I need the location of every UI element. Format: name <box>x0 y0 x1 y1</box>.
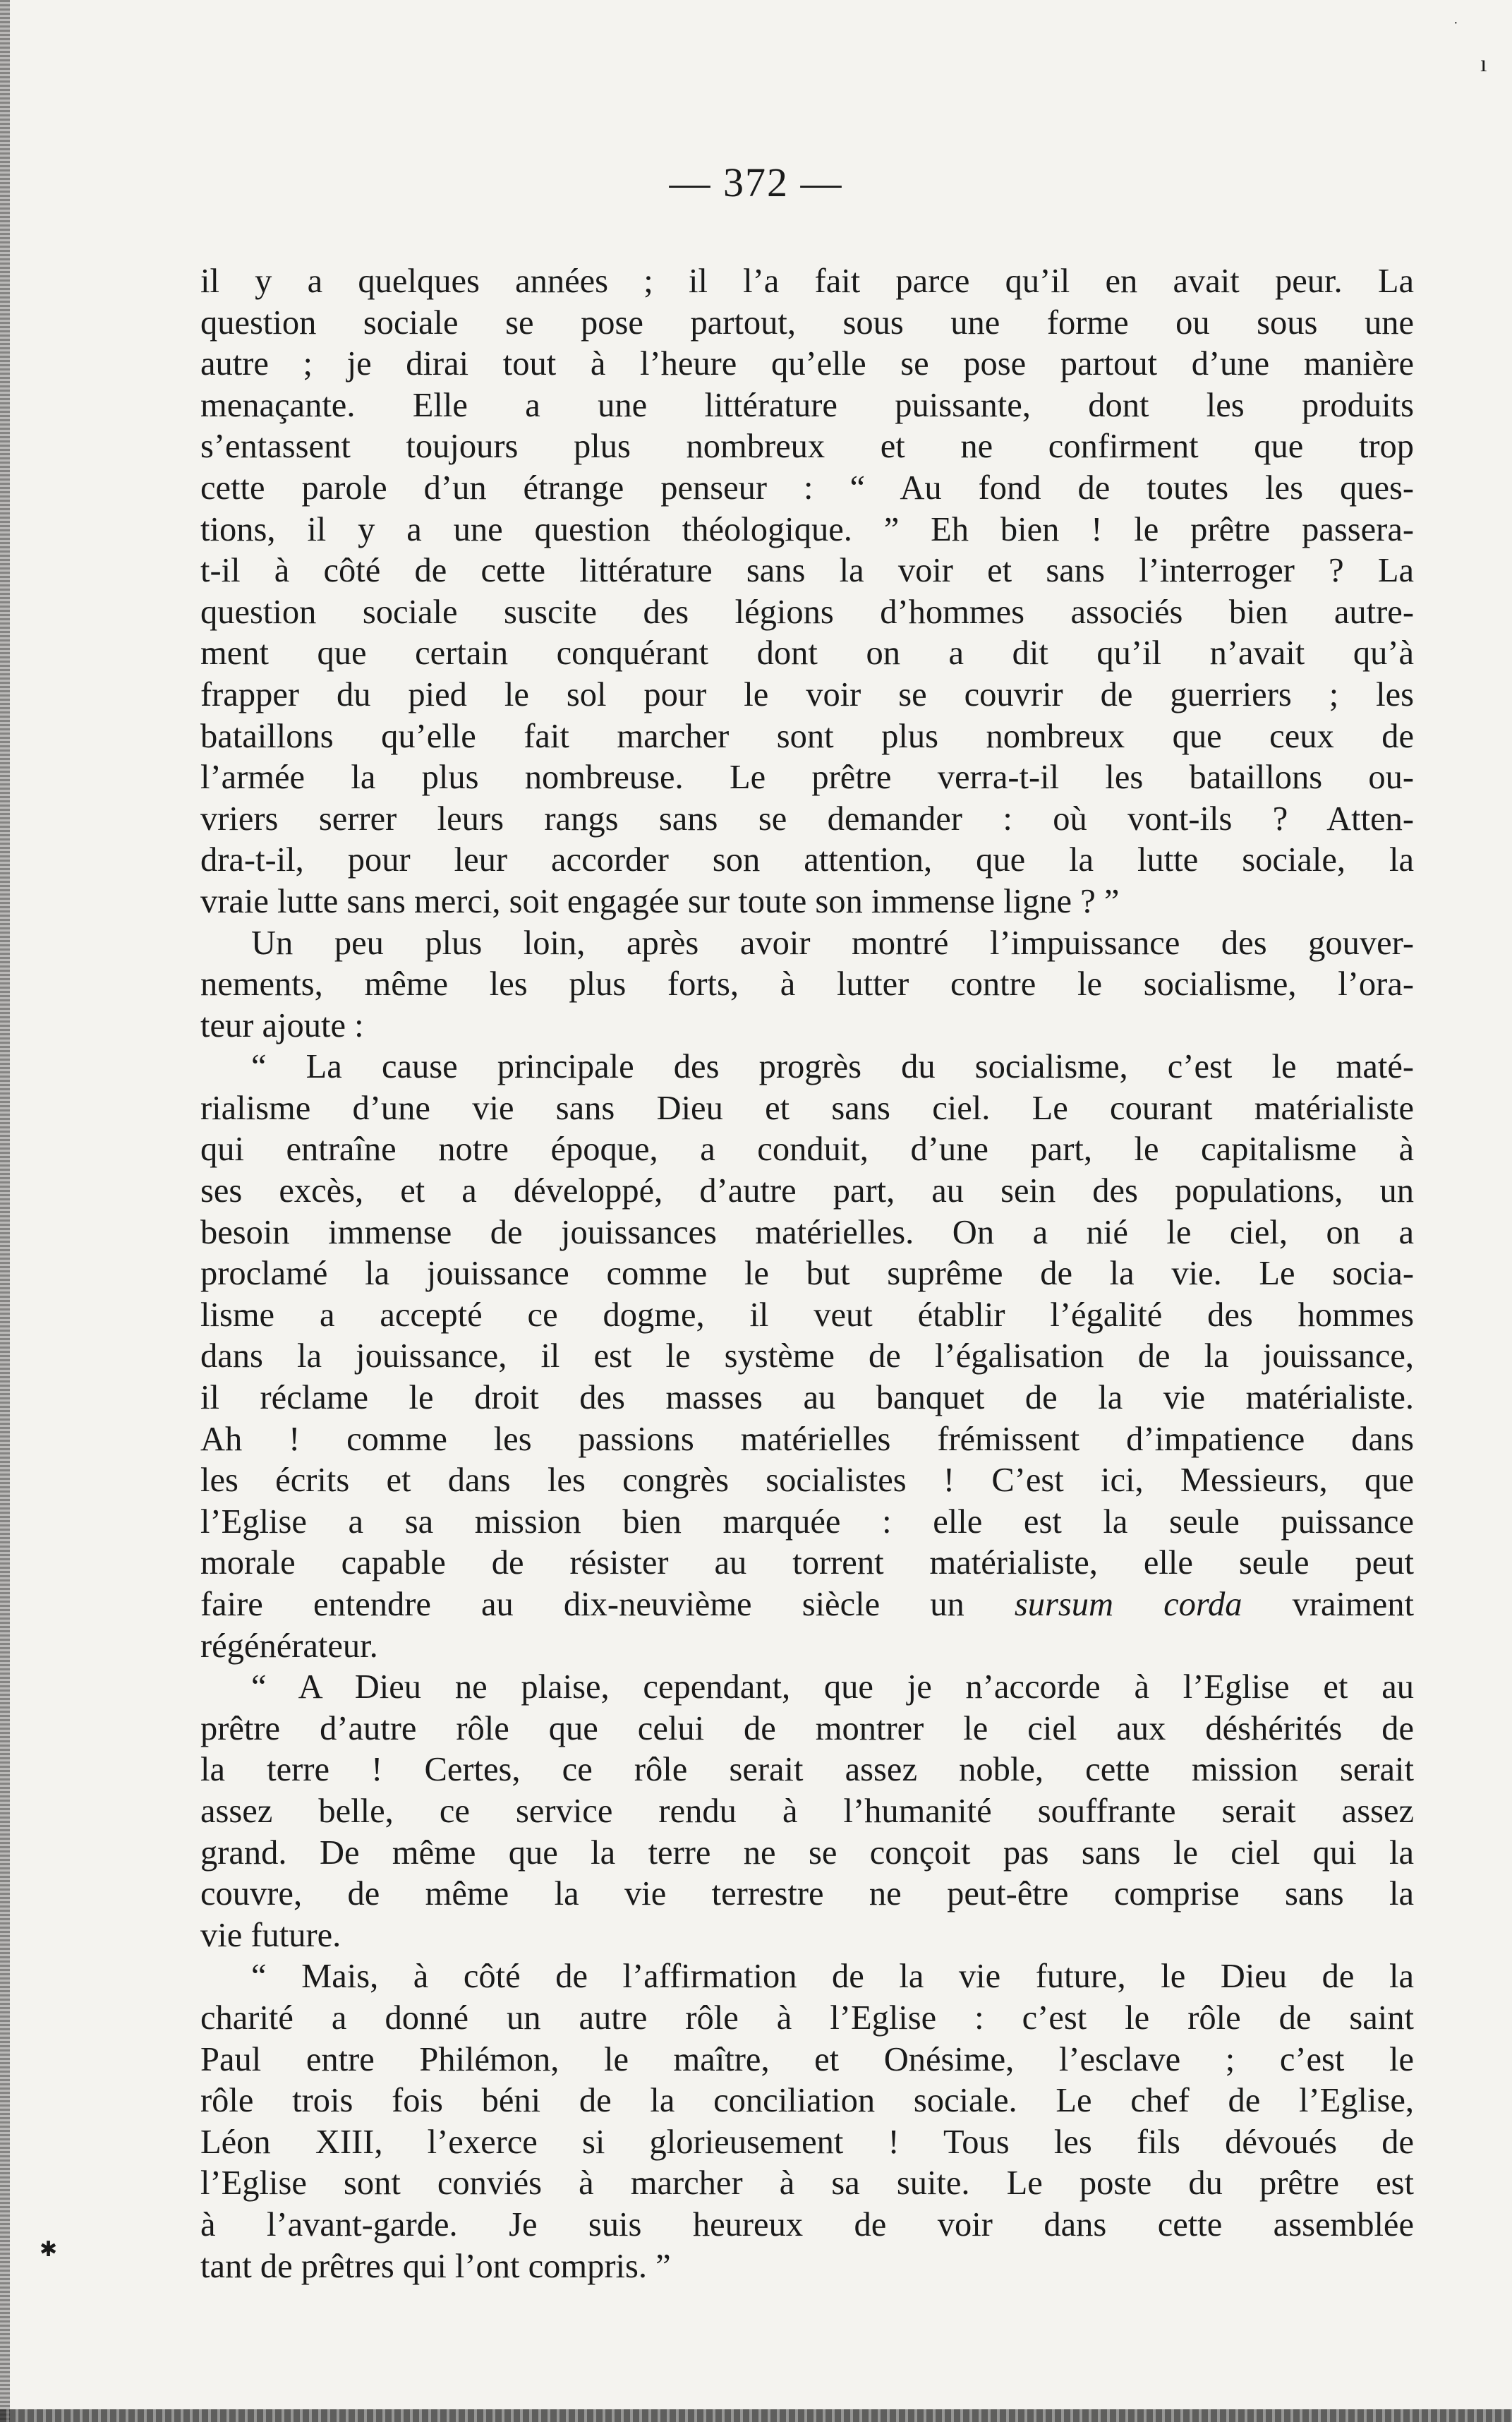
text-line: vraie lutte sans merci, soit engagée sur toute son immense ligne ? ” <box>200 882 1120 920</box>
text-line: Paul entre Philémon, le maître, et Onésime, l’esclave ; c’est le <box>200 2040 1414 2078</box>
italic-phrase: sursum corda <box>1014 1586 1242 1623</box>
text-line: Un peu plus loin, après avoir montré l’impuissance des gouver- <box>251 924 1414 962</box>
text-line: besoin immense de jouissances matérielles. On a nié le ciel, on a <box>200 1213 1414 1251</box>
text-line: t-il à côté de cette littérature sans la voir et sans l’interroger ? La <box>200 552 1414 590</box>
text-line: morale capable de résister au torrent matérialiste, elle seule peut <box>200 1544 1414 1582</box>
text-line: lisme a accepté ce dogme, il veut établir l’égalité des hommes <box>200 1296 1414 1334</box>
text-line: couvre, de même la vie terrestre ne peut-être comprise sans la <box>200 1875 1414 1913</box>
text-line: grand. De même que la terre ne se conçoit pas sans le ciel qui la <box>200 1833 1414 1872</box>
text-line: il réclame le droit des masses au banquet de la vie matérialiste. <box>200 1379 1414 1417</box>
page-bottom-edge <box>0 2409 1512 2422</box>
text-line: frapper du pied le sol pour le voir se couvrir de guerriers ; les <box>200 675 1414 713</box>
text-line: rialisme d’une vie sans Dieu et sans ciel. Le courant matérialiste <box>200 1089 1414 1127</box>
text-line: proclamé la jouissance comme le but suprême de la vie. Le socia- <box>200 1255 1414 1293</box>
text-line: rôle trois fois béni de la conciliation sociale. Le chef de l’Eglise, <box>200 2082 1414 2120</box>
text-line: “ A Dieu ne plaise, cependant, que je n’accorde à l’Eglise et au <box>251 1668 1414 1706</box>
text-line: “ Mais, à côté de l’affirmation de la vie future, le Dieu de la <box>251 1958 1414 1996</box>
text-line: qui entraîne notre époque, a conduit, d’une part, le capitalisme à <box>200 1131 1414 1169</box>
text-line: les écrits et dans les congrès socialistes ! C’est ici, Messieurs, que <box>200 1462 1414 1500</box>
text-line: tions, il y a une question théologique. ” Eh bien ! le prêtre passera- <box>200 510 1414 548</box>
text-line: l’Eglise a sa mission bien marquée : elle est la seule puissance <box>200 1502 1414 1541</box>
margin-tick-mark: ı <box>1480 51 1487 77</box>
text-line: à l’avant-garde. Je suis heureux de voir dans cette assemblée <box>200 2205 1414 2243</box>
margin-star-mark: ✱ <box>40 2238 58 2261</box>
text-line: l’Eglise sont conviés à marcher à sa suite. Le poste du prêtre est <box>200 2164 1414 2203</box>
text-line: teur ajoute : <box>200 1006 364 1044</box>
text-line: il y a quelques années ; il l’a fait parce qu’il en avait peur. La <box>200 263 1414 300</box>
text-line: ses excès, et a développé, d’autre part, au sein des populations, un <box>200 1172 1414 1210</box>
text-line: tant de prêtres qui l’ont compris. ” <box>200 2247 671 2285</box>
text-line: dra-t-il, pour leur accorder son attention, que la lutte sociale, la <box>200 841 1414 879</box>
text-line: régénérateur. <box>200 1627 378 1665</box>
text-segment: faire entendre au dix-neuvième siècle un <box>200 1586 964 1623</box>
text-line: la terre ! Certes, ce rôle serait assez noble, cette mission serait <box>200 1751 1414 1789</box>
text-line: bataillons qu’elle fait marcher sont plus nombreux que ceux de <box>200 717 1414 755</box>
text-line: cette parole d’un étrange penseur : “ Au fond de toutes les ques- <box>200 469 1414 507</box>
text-line: autre ; je dirai tout à l’heure qu’elle se pose partout d’une manière <box>200 345 1414 383</box>
text-line: dans la jouissance, il est le système de l’égalisation de la jouissance, <box>200 1337 1414 1375</box>
text-line: vriers serrer leurs rangs sans se demander : où vont-ils ? Atten- <box>200 800 1414 838</box>
text-line: charité a donné un autre rôle à l’Eglise : c’est le rôle de saint <box>200 1999 1414 2037</box>
text-line-with-italic <box>200 1584 1414 1626</box>
text-segment: vraiment <box>1292 1586 1415 1623</box>
text-line: prêtre d’autre rôle que celui de montrer le ciel aux déshérités de <box>200 1709 1414 1747</box>
text-line: “ La cause principale des progrès du socialisme, c’est le maté- <box>251 1048 1414 1086</box>
text-line: ment que certain conquérant dont on a dit qu’il n’avait qu’à <box>200 634 1414 673</box>
text-line: question sociale suscite des légions d’hommes associés bien autre- <box>200 593 1414 631</box>
text-line: menaçante. Elle a une littérature puissante, dont les produits <box>200 386 1414 424</box>
text-line: nements, même les plus forts, à lutter contre le socialisme, l’ora- <box>200 965 1414 1004</box>
text-line: assez belle, ce service rendu à l’humanité souffrante serait assez <box>200 1792 1414 1830</box>
margin-dot-mark: · <box>1453 16 1458 31</box>
text-line: vie future. <box>200 1916 341 1954</box>
page-number: — 372 — <box>669 159 843 205</box>
text-line: Léon XIII, l’exerce si glorieusement ! Tous les fils dévoués de <box>200 2123 1414 2161</box>
text-line: question sociale se pose partout, sous une forme ou sous une <box>200 303 1414 342</box>
binding-edge <box>0 0 10 2422</box>
text-line: l’armée la plus nombreuse. Le prêtre verra-t-il les bataillons ou- <box>200 759 1414 797</box>
text-line: s’entassent toujours plus nombreux et ne confirment que trop <box>200 428 1414 466</box>
body-text <box>200 261 1414 2287</box>
text-line: Ah ! comme les passions matérielles frémissent d’impatience dans <box>200 1420 1414 1458</box>
